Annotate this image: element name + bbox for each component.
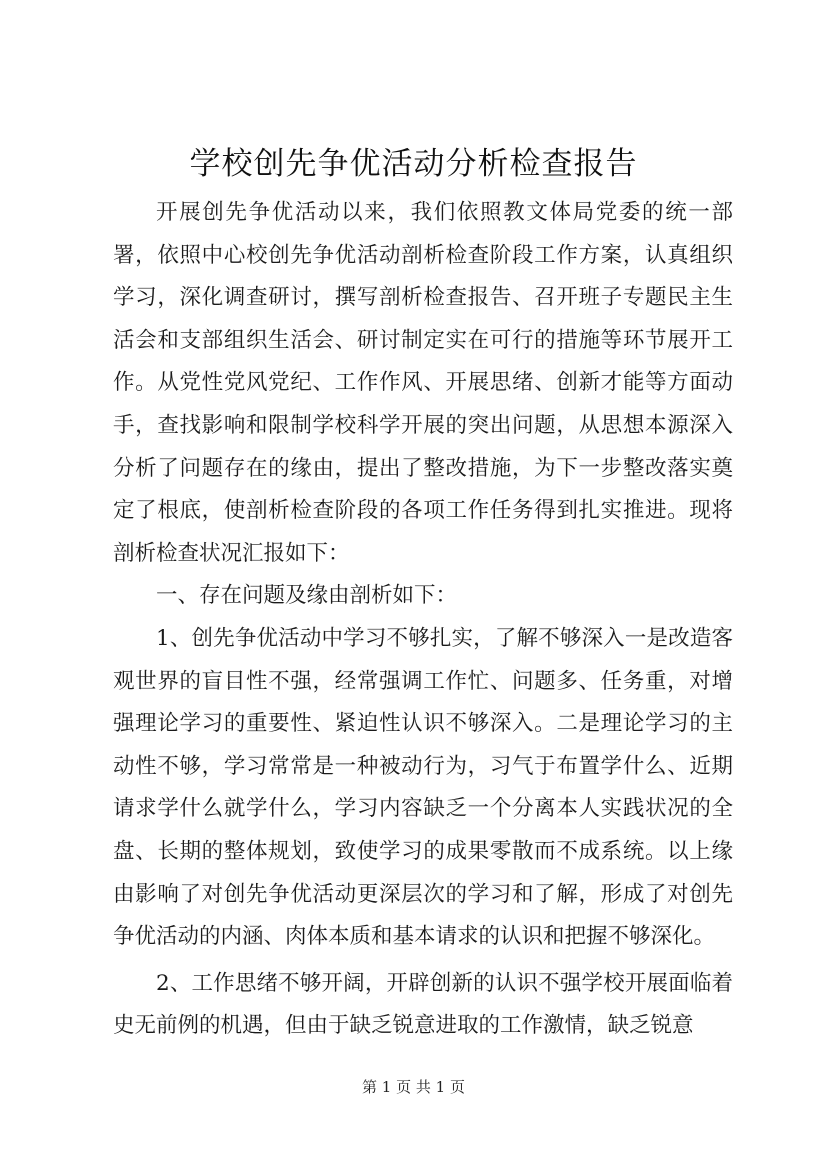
paragraph-intro: 开展创先争优活动以来，我们依照教文体局党委的统一部署，依照中心校创先争优活动剖析检查阶段工作方案，认真组织学习，深化调查研讨，撰写剖析检查报告、召开班子专题民主生活会和支部组织生活会、研讨制定实在可行的措施等环节展开工作。从党性党风党纪、工作作风、开展思绪、创新才能等方面动手，查找影响和限制学校科学开展的突出问题，从思想本源深入分析了问题存在的缘由，提出了整改措施，为下一步整改落实奠定了根底，使剖析检查阶段的各项工作任务得到扎实推进。现将剖析检查状况汇报如下： xyxy=(113,200,733,566)
paragraph-item-1: 1、创先争优活动中学习不够扎实，了解不够深入一是改造客观世界的盲目性不强，经常强调工作忙、问题多、任务重，对增强理论学习的重要性、紧迫性认识不够深入。二是理论学习的主动性不够，学习常常是一种被动行为，习气于布置学什么、近期请求学什么就学什么，学习内容缺乏一个分离本人实践状况的全盘、长期的整体规划，致使学习的成果零散而不成系统。以上缘由影响了对创先争优活动更深层次的学习和了解，形成了对创先争优活动的内涵、肉体本质和基本请求的认识和把握不够深化。 xyxy=(113,625,733,950)
page-footer: 第 1 页 共 1 页 xyxy=(362,1078,465,1096)
document-title: 学校创先争优活动分析检查报告 xyxy=(189,146,638,182)
paragraph-section-heading: 一、存在问题及缘由剖析如下： xyxy=(156,583,458,609)
paragraph-item-2: 2、工作思绪不够开阔，开辟创新的认识不强学校开展面临着史无前例的机遇，但由于缺乏锐意进取的工作激情，缺乏锐意 xyxy=(113,970,733,1039)
document-body xyxy=(113,192,733,1048)
